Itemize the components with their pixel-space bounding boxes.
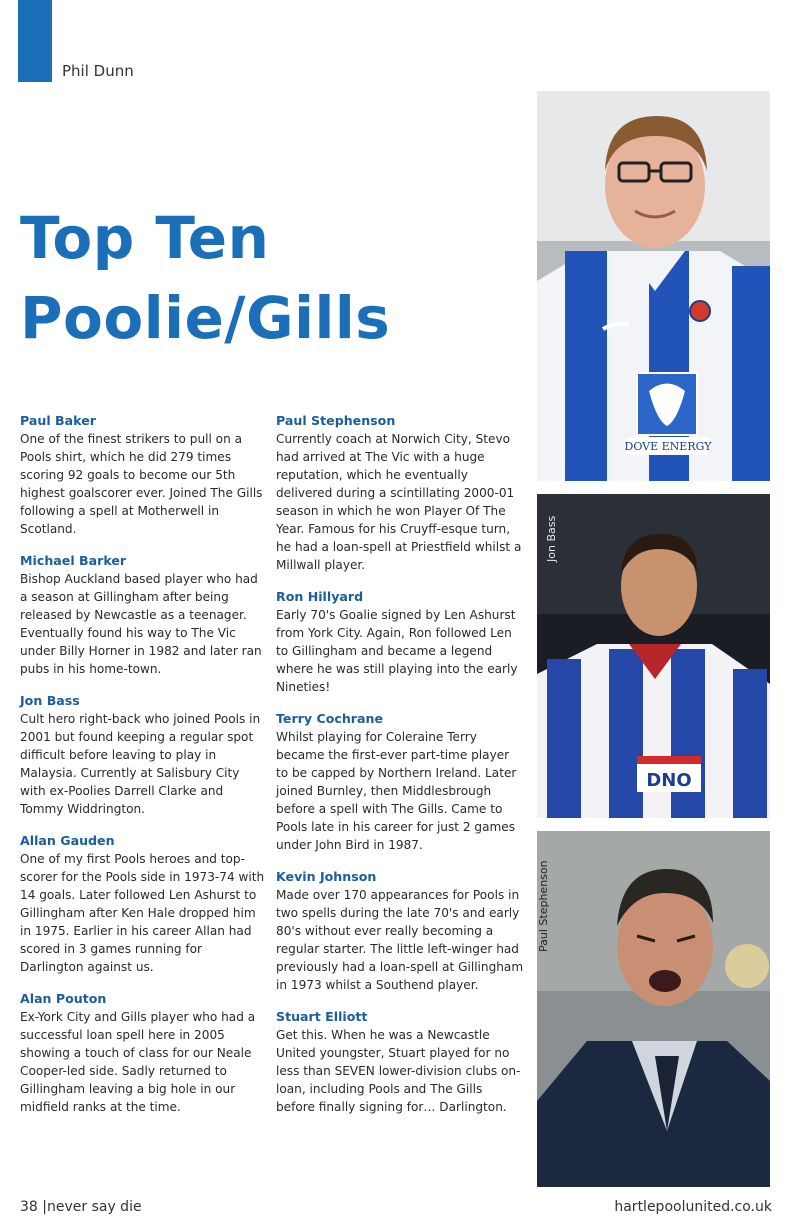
player-name: Alan Pouton — [20, 991, 107, 1006]
sponsor-text: DNO — [646, 770, 692, 791]
title-line-1: Top Ten — [20, 204, 270, 272]
player-bio: Get this. When he was a Newcastle United youngster, Stuart played for no less than SEVEN lower-division clubs on-loan, including Pools and The Gills before finally signing for… Darlington. — [276, 1028, 521, 1114]
player-bio: Whilst playing for Coleraine Terry became the first-ever part-time player to be capped by Northern Ireland. Later joined Burnley, then Middlesbrough before a spell with The Gills. Came to Pools late in his career for just 2 games under John Bird in 1987. — [276, 730, 517, 852]
website-url: hartlepoolunited.co.uk — [614, 1199, 772, 1215]
paul-stephenson-photo — [537, 831, 770, 1187]
player-name: Kevin Johnson — [276, 869, 377, 884]
player-bio: One of my first Pools heroes and top-scorer for the Pools side in 1973-74 with 14 goals. Later followed Len Ashurst to Gillingham after Ken Hale dropped him in 1975. Earlier in his career Allan had scored in 3 games running for Darlington against us. — [20, 852, 265, 974]
player-name: Allan Gauden — [20, 833, 115, 848]
accent-bar — [18, 0, 52, 82]
author-photo-illustration — [537, 91, 770, 481]
author-photo — [537, 91, 770, 481]
photo-caption-stephenson: Paul Stephenson — [537, 860, 550, 952]
player-entry — [20, 412, 268, 538]
player-entry — [276, 412, 524, 574]
player-entry — [20, 832, 268, 976]
article-title — [20, 198, 520, 358]
player-name: Ron Hillyard — [276, 589, 364, 604]
player-entry — [276, 868, 524, 994]
player-name: Stuart Elliott — [276, 1009, 368, 1024]
player-bio: Ex-York City and Gills player who had a successful loan spell here in 2005 showing a touch of class for our Neale Cooper-led side. Sadly returned to Gillingham leaving a big hole in our midfield ranks at the time. — [20, 1010, 256, 1114]
jon-bass-photo — [537, 494, 770, 818]
player-entry — [276, 588, 524, 696]
title-line-2: Poolie/Gills — [20, 284, 391, 352]
paul-stephenson-illustration — [537, 831, 770, 1187]
player-entry — [20, 990, 268, 1116]
page-number: 38 |never say die — [20, 1199, 142, 1215]
player-bio: Cult hero right-back who joined Pools in 2001 but found keeping a regular spot difficult before leaving to play in Malaysia. Currently at Salisbury City with ex-Poolies Darrell Clarke and Tommy Widdrington. — [20, 712, 261, 816]
player-bio: Currently coach at Norwich City, Stevo had arrived at The Vic with a huge reputation, which he eventually delivered during a scintillating 2000-01 season in which he won Player Of The Year. Famous for his Cruyff-esque turn, he had a loan-spell at Priestfield whilst a Millwall player. — [276, 432, 522, 572]
player-name: Terry Cochrane — [276, 711, 384, 726]
player-entry — [276, 710, 524, 854]
player-bio: One of the finest strikers to pull on a Pools shirt, which he did 279 times scoring 92 goals to become our 5th highest goalscorer ever. Joined The Gills following a spell at Motherwell in Scotland. — [20, 432, 263, 536]
sponsor-text: DOVE ENERGY — [624, 440, 712, 453]
player-name: Jon Bass — [20, 693, 80, 708]
player-entry — [20, 692, 268, 818]
player-entry — [20, 552, 268, 678]
player-name: Paul Stephenson — [276, 413, 396, 428]
photo-caption-bass: Jon Bass — [545, 515, 558, 562]
left-column — [20, 412, 268, 1130]
player-entry — [276, 1008, 524, 1116]
player-name: Michael Barker — [20, 553, 127, 568]
right-column — [276, 412, 524, 1130]
player-name: Paul Baker — [20, 413, 96, 428]
author-name: Phil Dunn — [62, 62, 134, 80]
player-bio: Early 70's Goalie signed by Len Ashurst from York City. Again, Ron followed Len to Gillingham and became a legend where he was still playing into the early Nineties! — [276, 608, 518, 694]
jon-bass-illustration — [537, 494, 770, 818]
player-bio: Bishop Auckland based player who had a season at Gillingham after being released by Newcastle as a teenager. Eventually found his way to The Vic under Billy Horner in 1982 and later ran pubs in his home-town. — [20, 572, 262, 676]
player-bio: Made over 170 appearances for Pools in two spells during the late 70's and early 80's without ever really becoming a regular starter. The little left-winger had previously had a loan-spell at Gillingham in 1973 whilst a Southend player. — [276, 888, 524, 992]
